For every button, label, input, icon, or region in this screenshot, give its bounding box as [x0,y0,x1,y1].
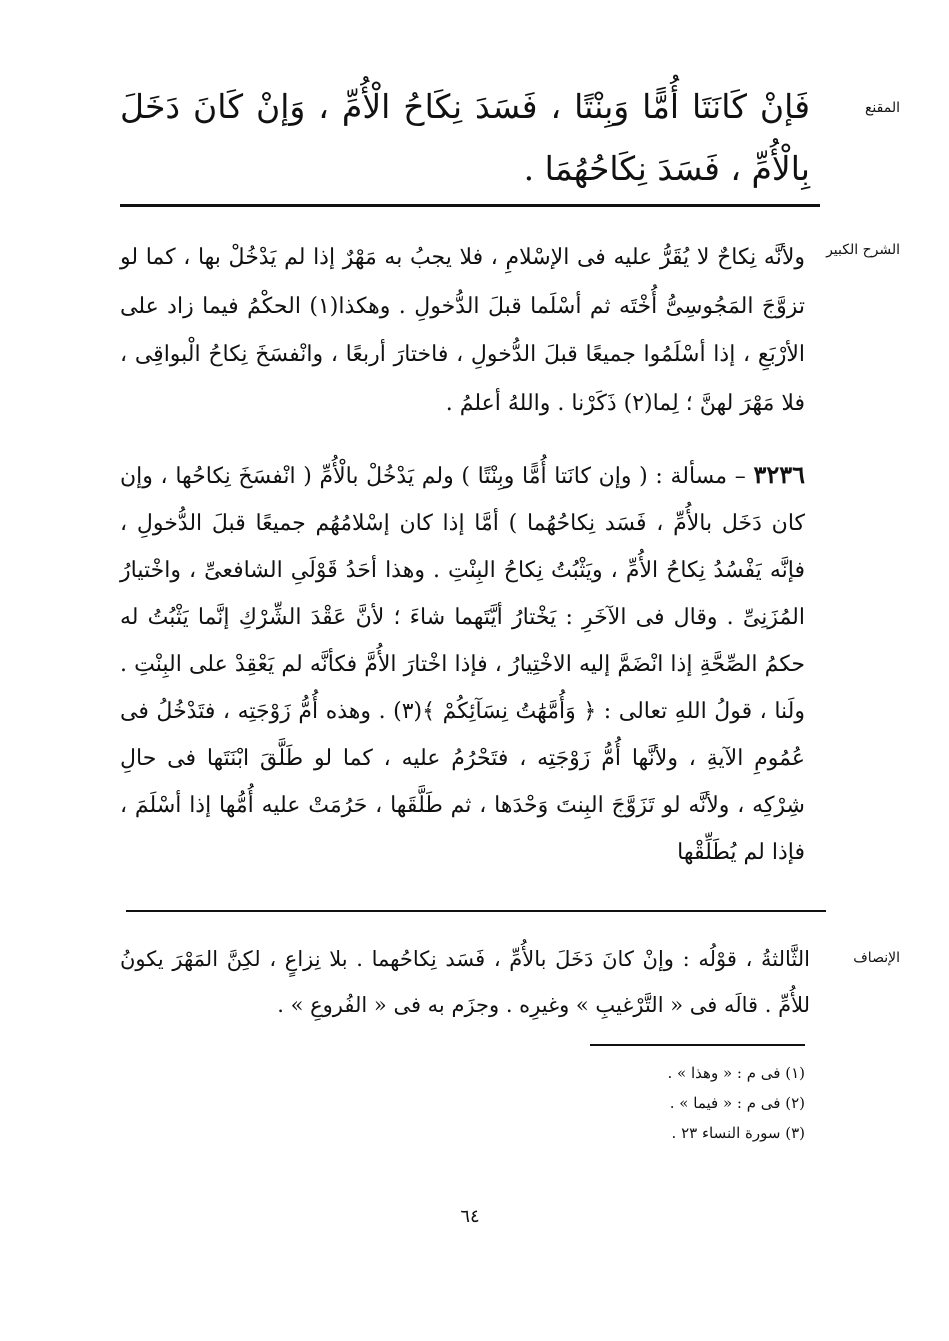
masala-block [120,451,805,876]
sharh-text [120,234,805,428]
footnote: (٣) سورة النساء ٢٣ . [671,1124,805,1142]
sharh-paragraph-1: ولأنَّه نِكاحٌ لا يُقَرُّ عليه فى الإسْلامِ ، فلا يجبُ به مَهْرٌ إذا لم يَدْخُلْ بها ، كما لو تزوَّجَ المَجُوسِىُّ أُخْتَه ثم أسْلَما قبلَ الدُّخولِ . وهكذا(١) الحكْمُ فيما زاد على الأرْبَعِ ، إذا أسْلَمُوا جميعًا قبلَ الدُّخولِ ، فاختارَ أربعًا ، وانْفسَخَ نِكاحُ الْبواقِى ، فلا مَهْرَ لهنَّ ؛ لِما(٢) ذَكَرْنا . واللهُ أعلمُ . [120,245,805,416]
masala-paragraph [120,451,805,876]
section-label-mughni: المقنع [864,100,900,116]
mughni-text [120,76,810,200]
section-label-insaf: الإنصاف [853,950,900,966]
sharh-paragraph-2: – مسألة : ( وإن كانَتا أُمًّا وبِنْتًا ) ولم يَدْخُلْ بالْأُمِّ ( انْفسَخَ نِكاحُها ، وإن كان دَخَل بالأُمِّ ، فَسَد نِكاحُهُما ) أمَّا إذا كان إسْلامُهُم جميعًا قبلَ الدُّخولِ ، فإنَّه يَفْسُدُ نِكاحُ الأُمِّ ، ويَثْبُتُ نِكاحُ البِنْتِ . وهذا أحَدُ قَوْلَىِ الشافعىِّ ، واخْتيارُ المُزَنِىِّ . وقال فى الآخَرِ : يَخْتارُ أيَّتَهما شاءَ ؛ لأنَّ عَقْدَ الشِّرْكِ إنَّما يَثْبُتُ له حكمُ الصِّحَّةِ إذا انْضَمَّ إليه الاخْتِيارُ ، فإذا اخْتارَ الأُمَّ فكأنَّه لم يَعْقِدْ على البِنْتِ . ولَنا ، قولُ اللهِ تعالى : ﴿ وَأُمَّهَٰتُ نِسَآئِكُمْ ﴾(٣) . وهذه أُمُّ زَوْجَتِه ، فتَدْخُلُ فى عُمُومِ الآيةِ ، ولأنَّها أُمُّ زَوْجَتِه ، فتَحْرُمُ عليه ، كما لو طَلَّقَ ابْنَتَها فى حالِ شِرْكِه ، ولأنَّه لو تَزَوَّجَ البِنتَ وَحْدَها ، ثم طَلَّقَها ، حَرُمَتْ عليه أُمُّها إذا أسْلَمَ ، فإذا لم يُطَلِّقْها [120,464,805,865]
insaf-paragraph: الثَّالثةُ ، قوْلُه : وإنْ كانَ دَخَلَ بالأُمِّ ، فَسَد نِكاحُهما . بلا نِزاعٍ ، لكِنَّ المَهْرَ يكونُ للأُمِّ . قالَه فى « التَّرْغيبِ » وغيرِه . وجزَم به فى « الفُروعِ » . [120,947,810,1017]
section-label-sharh: الشرح الكبير [826,242,900,258]
insaf-text [120,936,810,1028]
mughni-paragraph: فَإنْ كَانَتَا أُمًّا وَبِنْتًا ، فَسَدَ نِكَاحُ الْأُمِّ ، وَإنْ كَانَ دَخَلَ بِالْأُمِّ ، فَسَدَ نِكَاحُهُمَا . [120,87,810,188]
section-divider [120,204,820,207]
section-divider [126,910,826,912]
masala-number: ٣٢٣٦ [753,460,805,489]
footnotes [540,1058,805,1148]
page-number: ٦٤ [460,1206,480,1227]
footnote: (٢) فى م : « فيما » . [669,1094,805,1112]
footnote-divider [590,1044,805,1046]
footnote: (١) فى م : « وهذا » . [667,1064,805,1082]
